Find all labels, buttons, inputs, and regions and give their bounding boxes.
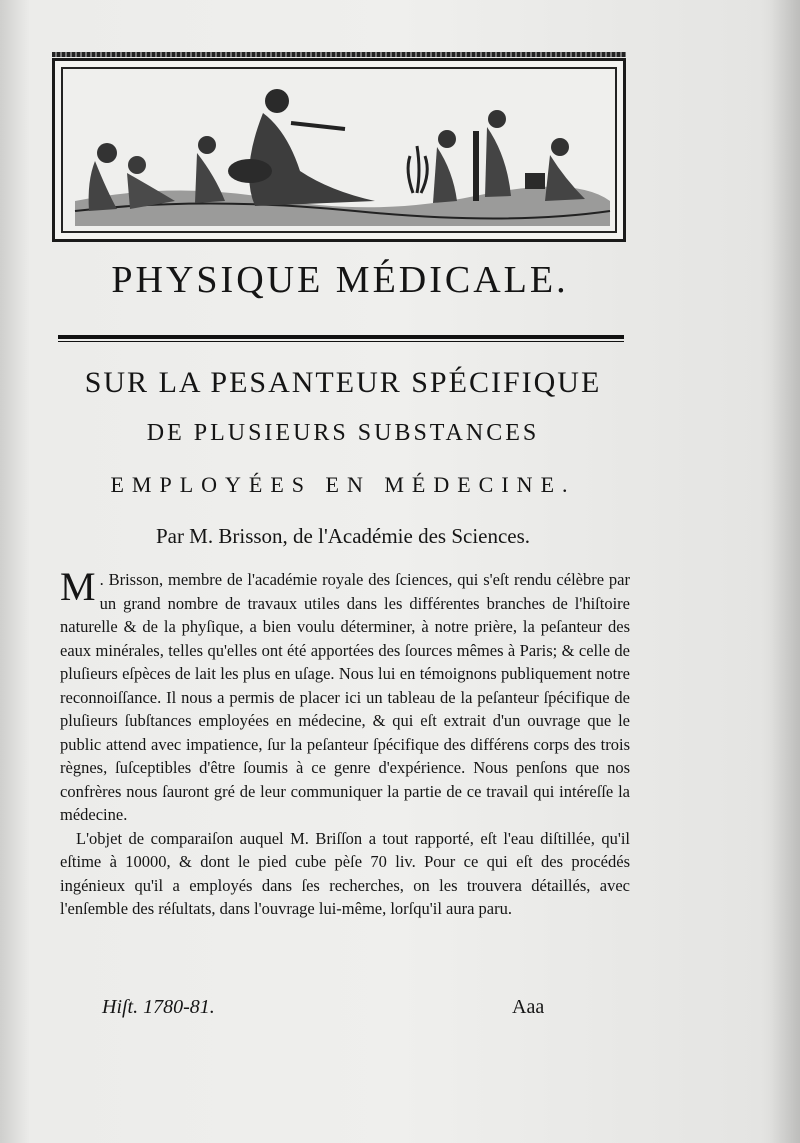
engraved-vignette — [52, 58, 626, 242]
article-heading-line-1: SUR LA PESANTEUR SPÉCIFIQUE — [84, 366, 602, 399]
catchword: Aaa — [512, 996, 545, 1018]
article-body — [60, 564, 630, 921]
drop-cap: M — [60, 564, 96, 609]
paragraph-1-text: . Brisson, membre de l'académie royale des ſciences, qui s'eſt rendu célèbre par un grand nombre de travaux utiles dans les différentes branches de l'hiſtoire naturelle & de la phyſique, a bien voulu déterminer, à notre prière, la peſanteur des eaux minérales, telles qu'elles ont été apportées des ſources mêmes à Paris; & celle de pluſieurs eſpèces de lait les plus en uſage. Nous lui en témoignons publiquement notre reconnoiſſance. Il nous a permis de placer ici un tableau de la peſanteur ſpécifique de pluſieurs ſubſtances employées en médecine, & qui eſt extrait d'un ouvrage que le public attend avec impatience, ſur la peſanteur ſpécifique des différens corps des trois règnes, ſuſceptibles d'être ſoumis à ce genre d'expérience. Nous penſons que nos confrères nous ſauront gré de leur communiquer la partie de ce travail qui intéreſſe la médecine. — [60, 570, 630, 824]
page-edge-shadow — [760, 0, 800, 1143]
paragraph-1 — [60, 564, 630, 827]
double-rule-divider — [58, 335, 624, 342]
article-heading-line-3: EMPLOYÉES EN MÉDECINE. — [110, 472, 576, 497]
signature-mark: Hiſt. 1780-81. — [102, 996, 215, 1018]
page-title: PHYSIQUE MÉDICALE. — [111, 259, 569, 301]
article-heading-line-2: DE PLUSIEURS SUBSTANCES — [146, 420, 540, 446]
paragraph-2: L'objet de comparaiſon auquel M. Briſſon a tout rapporté, eſt l'eau diſtillée, qu'il eſtime à 10000, & dont le pied cube pèſe 70 liv. Pour ce qui eſt des procédés ingénieux qu'il a employés dans ſes recherches, on les trouvera détaillés, avec l'enſemble des réſultats, dans l'ouvrage lui-même, lorſqu'il aura paru. — [60, 828, 630, 918]
author-byline: Par M. Brisson, de l'Académie des Sciences. — [155, 524, 531, 548]
vignette-illustration — [55, 61, 629, 245]
ornamental-rule — [52, 52, 626, 57]
